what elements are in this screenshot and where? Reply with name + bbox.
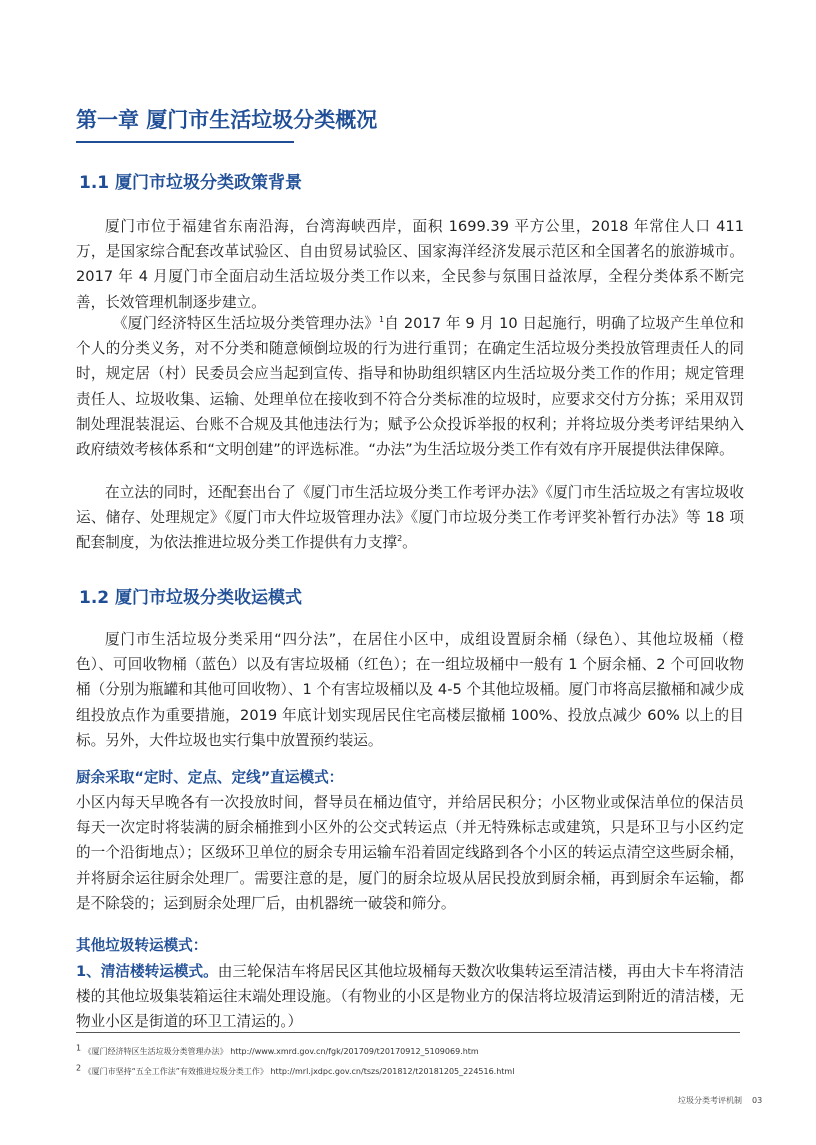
page-number: 03 <box>752 1096 763 1105</box>
footnote-ref-1: 1 <box>378 315 385 325</box>
kitchen-waste-heading: 厨余采取“定时、定点、定线”直运模式： <box>76 769 344 786</box>
footnote-2-mark: 2 <box>76 1063 82 1073</box>
cleaning-station-lead: 1、清洁楼转运模式。 <box>76 963 218 980</box>
paragraph-regulation <box>76 311 744 462</box>
paragraph-city-overview: 厦门市位于福建省东南沿海，台湾海峡西岸，面积 1699.39 平方公里，2018 年常住人口 411 万，是国家综合配套改革试验区、自由贸易试验区、国家海洋经济发展示范区和全国著名的旅游城市。2017 年 4 月厦门市全面启动生活垃圾分类工作以来，全民参与氛围日益浓厚，全程分类体系不断完善，长效管理机制逐步建立。 <box>76 218 744 311</box>
supporting-rules-text: 在立法的同时，还配套出台了《厦门市生活垃圾分类工作考评办法》《厦门市生活垃圾之有害垃圾收运、储存、处理规定》《厦门市大件垃圾管理办法》《厦门市垃圾分类工作考评奖补暂行办法》等 18 项配套制度，为依法推进垃圾分类工作提供有力支撑 <box>76 484 744 552</box>
paragraph-kitchen-waste: 小区内每天早晚各有一次投放时间，督导员在桶边值守，并给居民积分；小区物业或保洁单位的保洁员每天一次定时将装满的厨余桶推到小区外的公交式转运点（并无特殊标志或建筑，只是环卫与小区约定的一个沿街地点）；区级环卫单位的厨余专用运输车沿着固定线路到各个小区的转运点清空这些厨余桶，并将厨余运往厨余处理厂。需要注意的是，厦门的厨余垃圾从居民投放到厨余桶，再到厨余车运输，都是不除袋的；运到厨余处理厂后，由机器统一破袋和筛分。 <box>76 794 744 912</box>
footnote-1-mark: 1 <box>76 1043 82 1053</box>
footnote-divider <box>76 1032 740 1033</box>
other-waste-heading: 其他垃圾转运模式： <box>76 937 208 954</box>
footnote-2-link[interactable]: http://mrl.jxdpc.gov.cn/tszs/201812/t20181205_224516.html <box>270 1067 515 1076</box>
chapter-title-underline <box>76 141 294 143</box>
footnote-2-title: 《厦门市坚持“五全工作法”有效推进垃圾分类工作》 <box>83 1067 268 1076</box>
cleaning-station-body: 由三轮保洁车将居民区其他垃圾桶每天数次收集转运至清洁楼，再由大卡车将清洁楼的其他垃圾集装箱运往末端处理设施。（有物业的小区是物业方的保洁将垃圾清运到附近的清洁楼，无物业小区是街道的环卫工清运的。） <box>76 963 744 1031</box>
chapter-title: 第一章 厦门市生活垃圾分类概况 <box>76 108 378 132</box>
footnote-1-link[interactable]: http://www.xmrd.gov.cn/fgk/201709/t20170912_5109069.htm <box>230 1047 479 1056</box>
supporting-rules-end: 。 <box>402 534 417 552</box>
section-title-1-1: 1.1 厦门市垃圾分类政策背景 <box>79 173 303 193</box>
footnote-2 <box>76 1063 515 1078</box>
section-title-1-2: 1.2 厦门市垃圾分类收运模式 <box>79 588 303 608</box>
paragraph-four-bin-system: 厦门市生活垃圾分类采用“四分法”，在居住小区中，成组设置厨余桶（绿色）、其他垃圾桶（橙色）、可回收物桶（蓝色）以及有害垃圾桶（红色）；在一组垃圾桶中一般有 1 个厨余桶、2 个可回收物桶（分别为瓶罐和其他可回收物）、1 个有害垃圾桶以及 4-5 个其他垃圾桶。厦门市将高层撤桶和减少成组投放点作为重要措施，2019 年底计划实现居民住宅高楼层撤桶 100%、投放点减少 60% 以上的目标。另外，大件垃圾也实行集中放置预约装运。 <box>76 631 744 749</box>
footer-label: 垃圾分类考评机制 <box>678 1096 742 1105</box>
paragraph-cleaning-station <box>76 959 744 1035</box>
paragraph-supporting-rules <box>76 480 744 556</box>
regulation-title: 《厦门经济特区生活垃圾分类管理办法》 <box>113 315 379 332</box>
footnote-ref-2: 2 <box>397 534 403 544</box>
footnote-1 <box>76 1043 479 1058</box>
footnote-1-title: 《厦门经济特区生活垃圾分类管理办法》 <box>83 1047 228 1056</box>
regulation-body: 自 2017 年 9 月 10 日起施行，明确了垃圾产生单位和个人的分类义务，对不分类和随意倾倒垃圾的行为进行重罚；在确定生活垃圾分类投放管理责任人的同时，规定居（村）民委员会应当起到宣传、指导和协助组织辖区内生活垃圾分类工作的作用；规定管理责任人、垃圾收集、运输、处理单位在接收到不符合分类标准的垃圾时，应要求交付方分拣；采用双罚制处理混装混运、台账不合规及其他违法行为；赋予公众投诉举报的权利；并将垃圾分类考评结果纳入政府绩效考核体系和“文明创建”的评选标准。“办法”为生活垃圾分类工作有效有序开展提供法律保障。 <box>76 315 744 459</box>
